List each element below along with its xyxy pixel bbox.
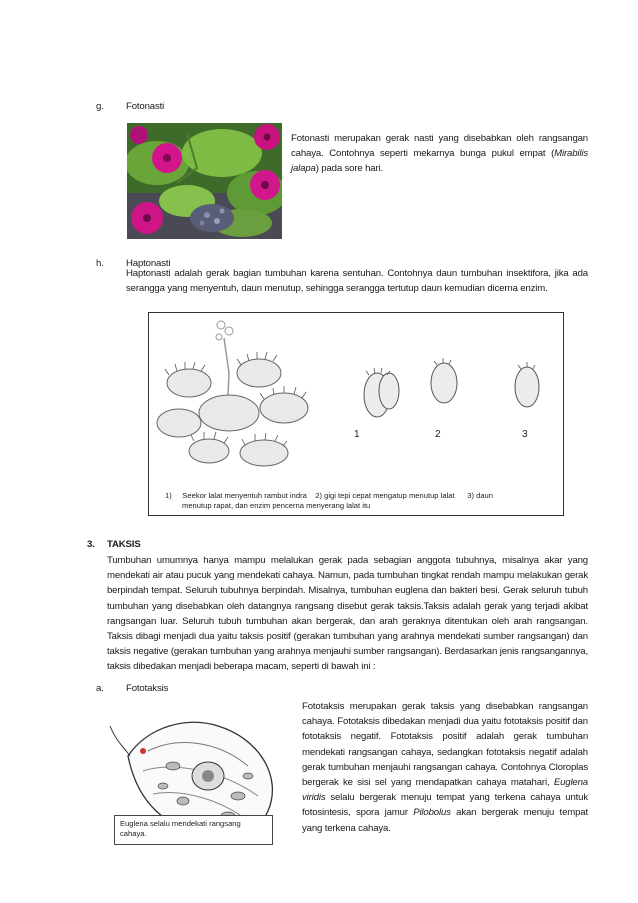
section-a-marker: a. — [96, 683, 104, 694]
section-3-paragraph: Tumbuhan umumnya hanya mampu melalukan gerak pada sebagian anggota tubuhnya, misalnya akar yang mendekati air atau pucuk yang mendekati cahaya. Namun, pada tumbuhan tingkat rendah mampu melakukan gerak berpindah tempat. Seluruh tubuhnya berpindah. Misalnya, tumbuhan euglena dan bakteri besi. Gerak seluruh tubuh tumbuhan yang disebabkan oleh datangnya rangsang disebut gerak taksis.Taksis adalah gerak yang terjadi akibat rangsangan luar. Seluruh tubuh tumbuhan akan bergerak, dan arah geraknya ditentukan oleh arah rangsangan. Taksis dibagi menjadi dua yaitu taksis positif (gerakan tumbuhan yang arahnya mendekati sumber rangsangan) dan taksis negative (gerakan tumbuhan yang arahnya menjauhi sumber rangsangan). Berdasarkan jenis rangsangannya, taksis dibedakan menjadi beberapa macam, seperti di bawah ini : — [107, 555, 588, 673]
section-3-marker: 3. — [87, 539, 95, 550]
venus-figure-caption-1: 1) Seekor lalat menyentuh rambut indra 2) gigi tepi cepat mengatup menutup lalat 3) daun — [165, 491, 493, 500]
section-g-marker: g. — [96, 101, 104, 112]
section-g-title: Fotonasti — [126, 101, 165, 112]
stage-3-number: 3 — [522, 429, 528, 440]
venus-figure-caption-2: menutup rapat, dan enzim pencerna menyerang lalat itu — [182, 501, 371, 510]
stage-2-number: 2 — [435, 429, 441, 440]
section-h-text: Haptonasti adalah gerak bagian tumbuhan karena sentuhan. Contohnya daun tumbuhan insektifora, jika ada serangga yang menyentuh, daun menutup, sehingga serangga tertutup daun kemudian dicerna enzim. — [126, 268, 588, 295]
section-h-marker: h. — [96, 258, 104, 269]
section-a-text: Fototaksis merupakan gerak taksis yang disebabkan rangsangan cahaya. Fototaksis dibedakan menjadi dua yaitu fototaksis positif dan fototaksis negatif. Fototaksis positif adalah gerak tumbuhan mendekati rangsangan cahaya, sedangkan fototaksis negatif adalah gerak tumbuhan menjauhi rangsangan cahaya. Contohnya Cloroplas bergerak ke sisi sel yang mendapatkan cahaya matahari, Euglena viridis selalu bergerak menuju tempat yang terkena cahaya untuk fotosintesis, spora jamur Pilobolus akan bergerak menuju tempat yang terkena cahaya. — [302, 701, 588, 834]
section-3-title: TAKSIS — [107, 539, 141, 550]
stage-1-number: 1 — [354, 429, 360, 440]
euglena-caption: Euglena selalu mendekati rangsang cahaya. — [120, 819, 241, 838]
euglena-caption-box — [114, 815, 273, 845]
section-h-title: Haptonasti — [126, 258, 171, 269]
mirabilis-jalapa-photo — [127, 123, 282, 239]
section-g-text: Fotonasti merupakan gerak nasti yang disebabkan oleh rangsangan cahaya. Contohnya seperti mekarnya bunga pukul empat (Mirabilis jalapa) pada sore hari. — [291, 133, 588, 175]
venus-flytrap-figure — [148, 312, 564, 516]
section-a-title: Fototaksis — [126, 683, 169, 694]
